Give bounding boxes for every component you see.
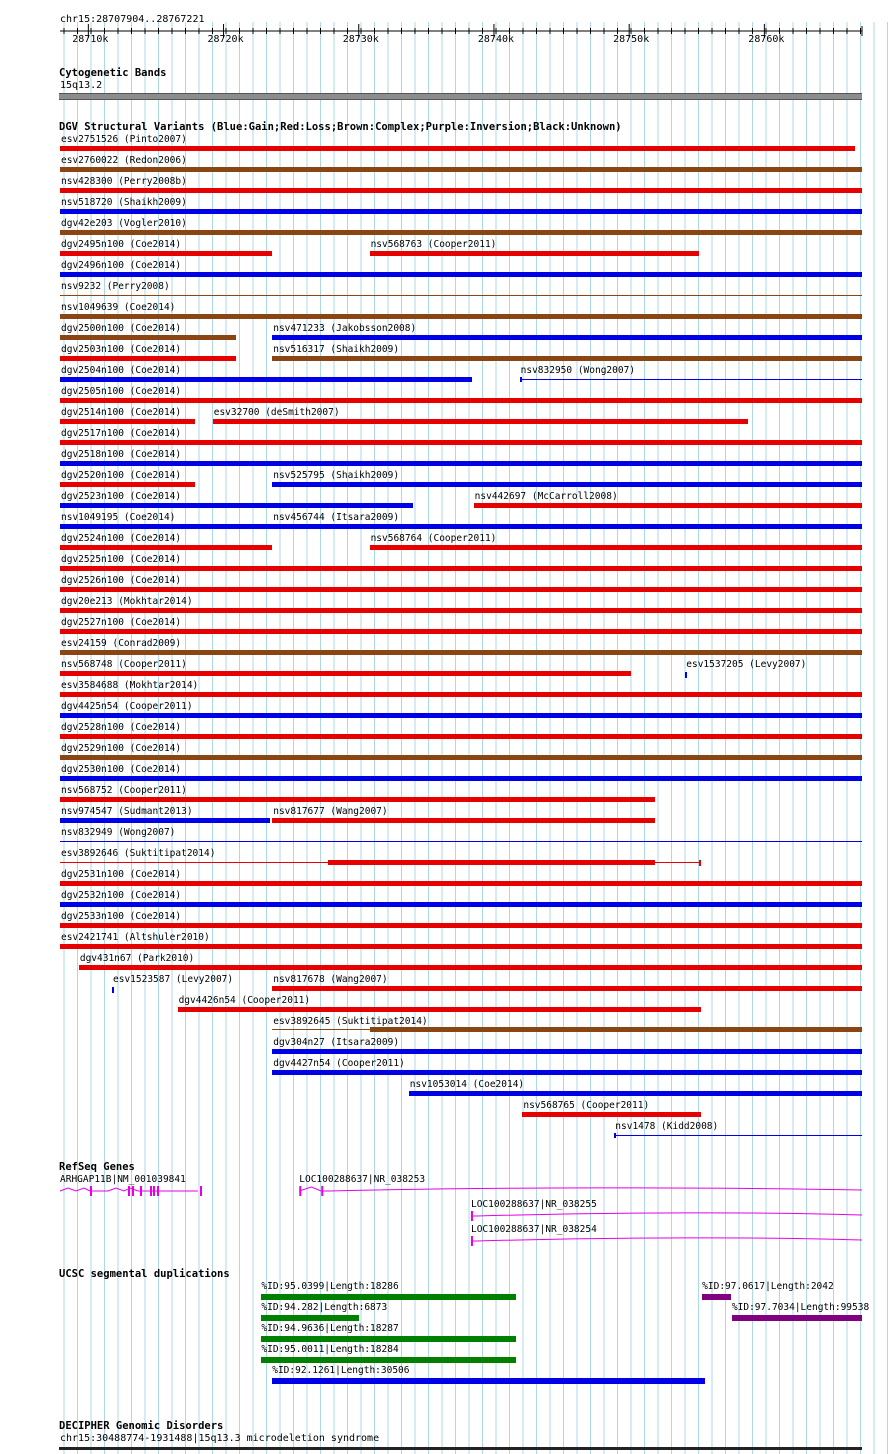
refseq-exon — [471, 1236, 473, 1246]
dgv-feature-label: nsv568765 (Cooper2011) — [523, 1100, 650, 1111]
dgv-feature-label: dgv42e203 (Vogler2010) — [61, 218, 187, 229]
dgv-feature-bar[interactable] — [112, 987, 114, 993]
refseq-exon — [321, 1186, 323, 1196]
ruler-tick-label: 28760k — [748, 34, 785, 45]
dgv-feature-bar[interactable] — [272, 482, 862, 487]
dgv-feature-bar[interactable] — [60, 881, 862, 886]
dgv-feature-bar[interactable] — [60, 356, 236, 361]
dgv-feature-bar[interactable] — [272, 1070, 862, 1075]
dgv-feature-label: dgv20e213 (Mokhtar2014) — [61, 596, 193, 607]
dgv-feature-label: nsv817677 (Wang2007) — [273, 806, 388, 817]
segdup-label: %ID:92.1261|Length:30506 — [272, 1365, 410, 1376]
dgv-feature-cap — [699, 860, 701, 866]
dgv-feature-bar[interactable] — [522, 1112, 700, 1117]
dgv-feature-bar[interactable] — [60, 923, 862, 928]
dgv-feature-label: esv3584688 (Mokhtar2014) — [61, 680, 199, 691]
refseq-exon — [128, 1186, 130, 1196]
dgv-feature-bar[interactable] — [60, 272, 862, 277]
dgv-feature-bar[interactable] — [213, 419, 748, 424]
dgv-feature-label: dgv431n67 (Park2010) — [79, 953, 195, 964]
dgv-feature-label: nsv471233 (Jakobsson2008) — [273, 323, 417, 334]
dgv-feature-bar[interactable] — [60, 629, 862, 634]
segdup-bar[interactable] — [702, 1294, 730, 1300]
dgv-feature-label: dgv2528n100 (Coe2014) — [61, 722, 182, 733]
dgv-feature-label: nsv516317 (Shaikh2009) — [273, 344, 400, 355]
ruler-tick-label: 28720k — [207, 34, 244, 45]
dgv-feature-bar[interactable] — [409, 1091, 862, 1096]
dgv-feature-bar[interactable] — [272, 524, 862, 529]
refseq-exon — [140, 1186, 142, 1196]
dgv-feature-bar[interactable] — [60, 146, 855, 151]
cytoband-15q13-2[interactable] — [59, 93, 862, 100]
refseq-exon — [200, 1186, 202, 1196]
dgv-feature-bar[interactable] — [60, 188, 862, 193]
ruler-scale — [0, 0, 890, 60]
dgv-track-title: DGV Structural Variants (Blue:Gain;Red:Loss;Brown:Complex;Purple:Inversion;Black:Unknown) — [59, 121, 622, 133]
dgv-feature-bar[interactable] — [272, 1049, 862, 1054]
decipher-feature[interactable] — [59, 1447, 862, 1450]
segdup-label: %ID:95.0399|Length:18286 — [261, 1281, 399, 1292]
refseq-intron-line — [299, 1187, 862, 1191]
dgv-feature-bar[interactable] — [60, 398, 862, 403]
dgv-feature-label: esv2421741 (Altshuler2010) — [61, 932, 210, 943]
dgv-feature-label: nsv1053014 (Coe2014) — [409, 1079, 525, 1090]
dgv-feature-label: dgv2504n100 (Coe2014) — [61, 365, 182, 376]
dgv-feature-bar[interactable] — [272, 335, 862, 340]
dgv-feature-bar[interactable] — [60, 167, 862, 172]
dgv-feature-cap — [614, 1133, 616, 1138]
ruler-tick-label: 28710k — [72, 34, 109, 45]
refseq-gene-label: LOC100288637|NR_038253 — [299, 1174, 426, 1185]
segdup-label: %ID:97.0617|Length:2042 — [702, 1281, 834, 1292]
dgv-feature-bar[interactable] — [60, 671, 631, 676]
dgv-feature-label: dgv2496n100 (Coe2014) — [61, 260, 182, 271]
cytoband-track-title: Cytogenetic Bands — [59, 67, 167, 79]
dgv-feature-bar[interactable] — [60, 230, 862, 235]
dgv-feature-label: dgv2518n100 (Coe2014) — [61, 449, 182, 460]
segdup-bar[interactable] — [261, 1315, 358, 1321]
dgv-feature-bar[interactable] — [79, 965, 862, 970]
dgv-feature-label: dgv2530n100 (Coe2014) — [61, 764, 182, 775]
dgv-feature-bar[interactable] — [60, 944, 862, 949]
ruler-tick-label: 28740k — [477, 34, 515, 45]
dgv-feature-bar[interactable] — [60, 797, 655, 802]
dgv-feature-bar[interactable] — [60, 692, 862, 697]
dgv-feature-label: dgv2526n100 (Coe2014) — [61, 575, 182, 586]
refseq-exon — [132, 1186, 134, 1196]
dgv-feature-line[interactable] — [60, 841, 862, 842]
dgv-feature-bar[interactable] — [60, 776, 862, 781]
segdup-bar[interactable] — [732, 1315, 862, 1321]
dgv-feature-label: nsv568763 (Cooper2011) — [370, 239, 497, 250]
dgv-feature-bar[interactable] — [60, 377, 472, 382]
dgv-feature-label: dgv2514n100 (Coe2014) — [61, 407, 182, 418]
dgv-feature-label: nsv568748 (Cooper2011) — [61, 659, 187, 670]
segdup-bar[interactable] — [272, 1378, 705, 1384]
dgv-feature-label: dgv4426n54 (Cooper2011) — [178, 995, 311, 1006]
segdup-label: %ID:94.282|Length:6873 — [261, 1302, 388, 1313]
ruler[interactable] — [0, 0, 890, 60]
decipher-track-title: DECIPHER Genomic Disorders — [59, 1420, 224, 1432]
refseq-exon — [90, 1186, 92, 1196]
dgv-feature-label: nsv1049195 (Coe2014) — [61, 512, 176, 523]
dgv-feature-label: esv3892645 (Suktitipat2014) — [273, 1016, 428, 1027]
dgv-feature-label: nsv518720 (Shaikh2009) — [61, 197, 187, 208]
dgv-feature-bar[interactable] — [474, 503, 862, 508]
segdup-label: %ID:95.0011|Length:18284 — [261, 1344, 399, 1355]
dgv-feature-bar[interactable] — [60, 734, 862, 739]
dgv-feature-label: esv24159 (Conrad2009) — [61, 638, 182, 649]
dgv-feature-bar[interactable] — [272, 986, 862, 991]
dgv-feature-bar[interactable] — [60, 566, 862, 571]
refseq-gene-models[interactable] — [0, 1174, 890, 1274]
dgv-feature-label: dgv2500n100 (Coe2014) — [61, 323, 182, 334]
segdup-bar[interactable] — [261, 1294, 515, 1300]
dgv-feature-bar[interactable] — [370, 545, 862, 550]
decipher-feature-label: chr15:30488774-1931488|15q13.3 microdeletion syndrome — [60, 1433, 380, 1444]
dgv-feature-label: esv32700 (deSmith2007) — [213, 407, 340, 418]
dgv-feature-bar[interactable] — [178, 1007, 701, 1012]
refseq-exon — [150, 1186, 152, 1196]
dgv-feature-label: dgv304n27 (Itsara2009) — [273, 1037, 400, 1048]
dgv-feature-bar[interactable] — [60, 902, 862, 907]
dgv-feature-label: nsv568764 (Cooper2011) — [370, 533, 497, 544]
dgv-feature-label: nsv442697 (McCarroll2008) — [474, 491, 618, 502]
segdup-track-title: UCSC segmental duplications — [59, 1268, 230, 1280]
dgv-feature-label: dgv2505n100 (Coe2014) — [61, 386, 182, 397]
dgv-feature-bar[interactable] — [60, 419, 195, 424]
dgv-feature-label: nsv832949 (Wong2007) — [61, 827, 176, 838]
refseq-intron-line — [471, 1238, 862, 1241]
dgv-feature-bar[interactable] — [60, 503, 413, 508]
dgv-feature-label: dgv2523n100 (Coe2014) — [61, 491, 182, 502]
refseq-gene-label: LOC100288637|NR_038255 — [470, 1199, 597, 1210]
dgv-feature-bar[interactable] — [60, 335, 236, 340]
dgv-feature-label: esv3892646 (Suktitipat2014) — [61, 848, 216, 859]
ruler-tick-label: 28730k — [342, 34, 379, 45]
dgv-feature-label: esv2760022 (Redon2006) — [61, 155, 187, 166]
dgv-feature-label: esv1523587 (Levy2007) — [113, 974, 234, 985]
dgv-feature-label: nsv1478 (Kidd2008) — [615, 1121, 719, 1132]
dgv-feature-label: nsv568752 (Cooper2011) — [61, 785, 187, 796]
dgv-feature-label: dgv2525n100 (Coe2014) — [61, 554, 182, 565]
dgv-feature-label: nsv9232 (Perry2008) — [61, 281, 170, 292]
dgv-feature-label: dgv2503n100 (Coe2014) — [61, 344, 182, 355]
segdup-label: %ID:97.7034|Length:99538 — [731, 1302, 870, 1313]
segdup-bar[interactable] — [261, 1336, 515, 1342]
refseq-exon — [153, 1186, 155, 1196]
dgv-feature-label: dgv2531n100 (Coe2014) — [61, 869, 182, 880]
dgv-feature-label: dgv4427n54 (Cooper2011) — [273, 1058, 405, 1069]
ruler-tick-label: 28750k — [613, 34, 650, 45]
dgv-feature-line[interactable] — [614, 1135, 862, 1136]
dgv-feature-bar[interactable] — [60, 587, 862, 592]
dgv-feature-bar[interactable] — [685, 672, 687, 678]
dgv-feature-bar[interactable] — [60, 314, 862, 319]
dgv-feature-label: dgv2517n100 (Coe2014) — [61, 428, 182, 439]
dgv-feature-label: esv2751526 (Pinto2007) — [61, 134, 187, 145]
dgv-feature-label: dgv2533n100 (Coe2014) — [61, 911, 182, 922]
dgv-feature-label: nsv428300 (Perry2008b) — [61, 176, 187, 187]
dgv-feature-bar[interactable] — [60, 251, 272, 256]
dgv-feature-label: nsv525795 (Shaikh2009) — [273, 470, 400, 481]
dgv-feature-bar[interactable] — [60, 755, 862, 760]
dgv-feature-bar[interactable] — [60, 209, 862, 214]
dgv-feature-label: nsv974547 (Sudmant2013) — [61, 806, 193, 817]
dgv-feature-line[interactable] — [60, 295, 862, 296]
cytoband-label: 15q13.2 — [60, 80, 103, 91]
dgv-feature-line[interactable] — [520, 379, 862, 380]
dgv-feature-label: nsv456744 (Itsara2009) — [273, 512, 400, 523]
dgv-feature-label: nsv817678 (Wang2007) — [273, 974, 388, 985]
dgv-feature-bar[interactable] — [60, 650, 862, 655]
dgv-feature-label: esv1537205 (Levy2007) — [686, 659, 807, 670]
dgv-feature-bar[interactable] — [60, 482, 195, 487]
refseq-track-title: RefSeq Genes — [59, 1161, 135, 1173]
dgv-feature-label: dgv2520n100 (Coe2014) — [61, 470, 182, 481]
dgv-feature-label: dgv4425n54 (Cooper2011) — [61, 701, 193, 712]
dgv-feature-bar[interactable] — [328, 860, 655, 865]
refseq-exon — [157, 1186, 159, 1196]
dgv-feature-bar[interactable] — [370, 251, 700, 256]
dgv-feature-bar[interactable] — [60, 461, 862, 466]
dgv-feature-label: nsv832950 (Wong2007) — [520, 365, 636, 376]
dgv-feature-bar[interactable] — [272, 356, 862, 361]
dgv-feature-label: dgv2495n100 (Coe2014) — [61, 239, 182, 250]
dgv-feature-bar[interactable] — [370, 1027, 862, 1032]
refseq-gene-label: LOC100288637|NR_038254 — [470, 1224, 597, 1235]
dgv-feature-bar[interactable] — [60, 440, 862, 445]
dgv-feature-label: dgv2532n100 (Coe2014) — [61, 890, 182, 901]
dgv-feature-bar[interactable] — [60, 818, 270, 823]
dgv-feature-bar[interactable] — [272, 818, 655, 823]
refseq-gene-label: ARHGAP11B|NM_001039841 — [60, 1174, 186, 1185]
segdup-bar[interactable] — [261, 1357, 515, 1363]
dgv-feature-label: dgv2524n100 (Coe2014) — [61, 533, 182, 544]
dgv-feature-label: nsv1049639 (Coe2014) — [61, 302, 176, 313]
dgv-feature-label: dgv2529n100 (Coe2014) — [61, 743, 182, 754]
dgv-feature-cap — [520, 377, 522, 382]
refseq-exon — [471, 1211, 473, 1221]
dgv-feature-bar[interactable] — [60, 545, 272, 550]
segdup-label: %ID:94.9636|Length:18287 — [261, 1323, 399, 1334]
dgv-feature-label: dgv2527n100 (Coe2014) — [61, 617, 182, 628]
coordinate-readout: chr15:28707904..28767221 — [60, 14, 205, 25]
dgv-feature-bar[interactable] — [60, 713, 862, 718]
refseq-intron-line — [471, 1213, 862, 1216]
refseq-exon — [299, 1186, 301, 1196]
dgv-feature-bar[interactable] — [60, 608, 862, 613]
